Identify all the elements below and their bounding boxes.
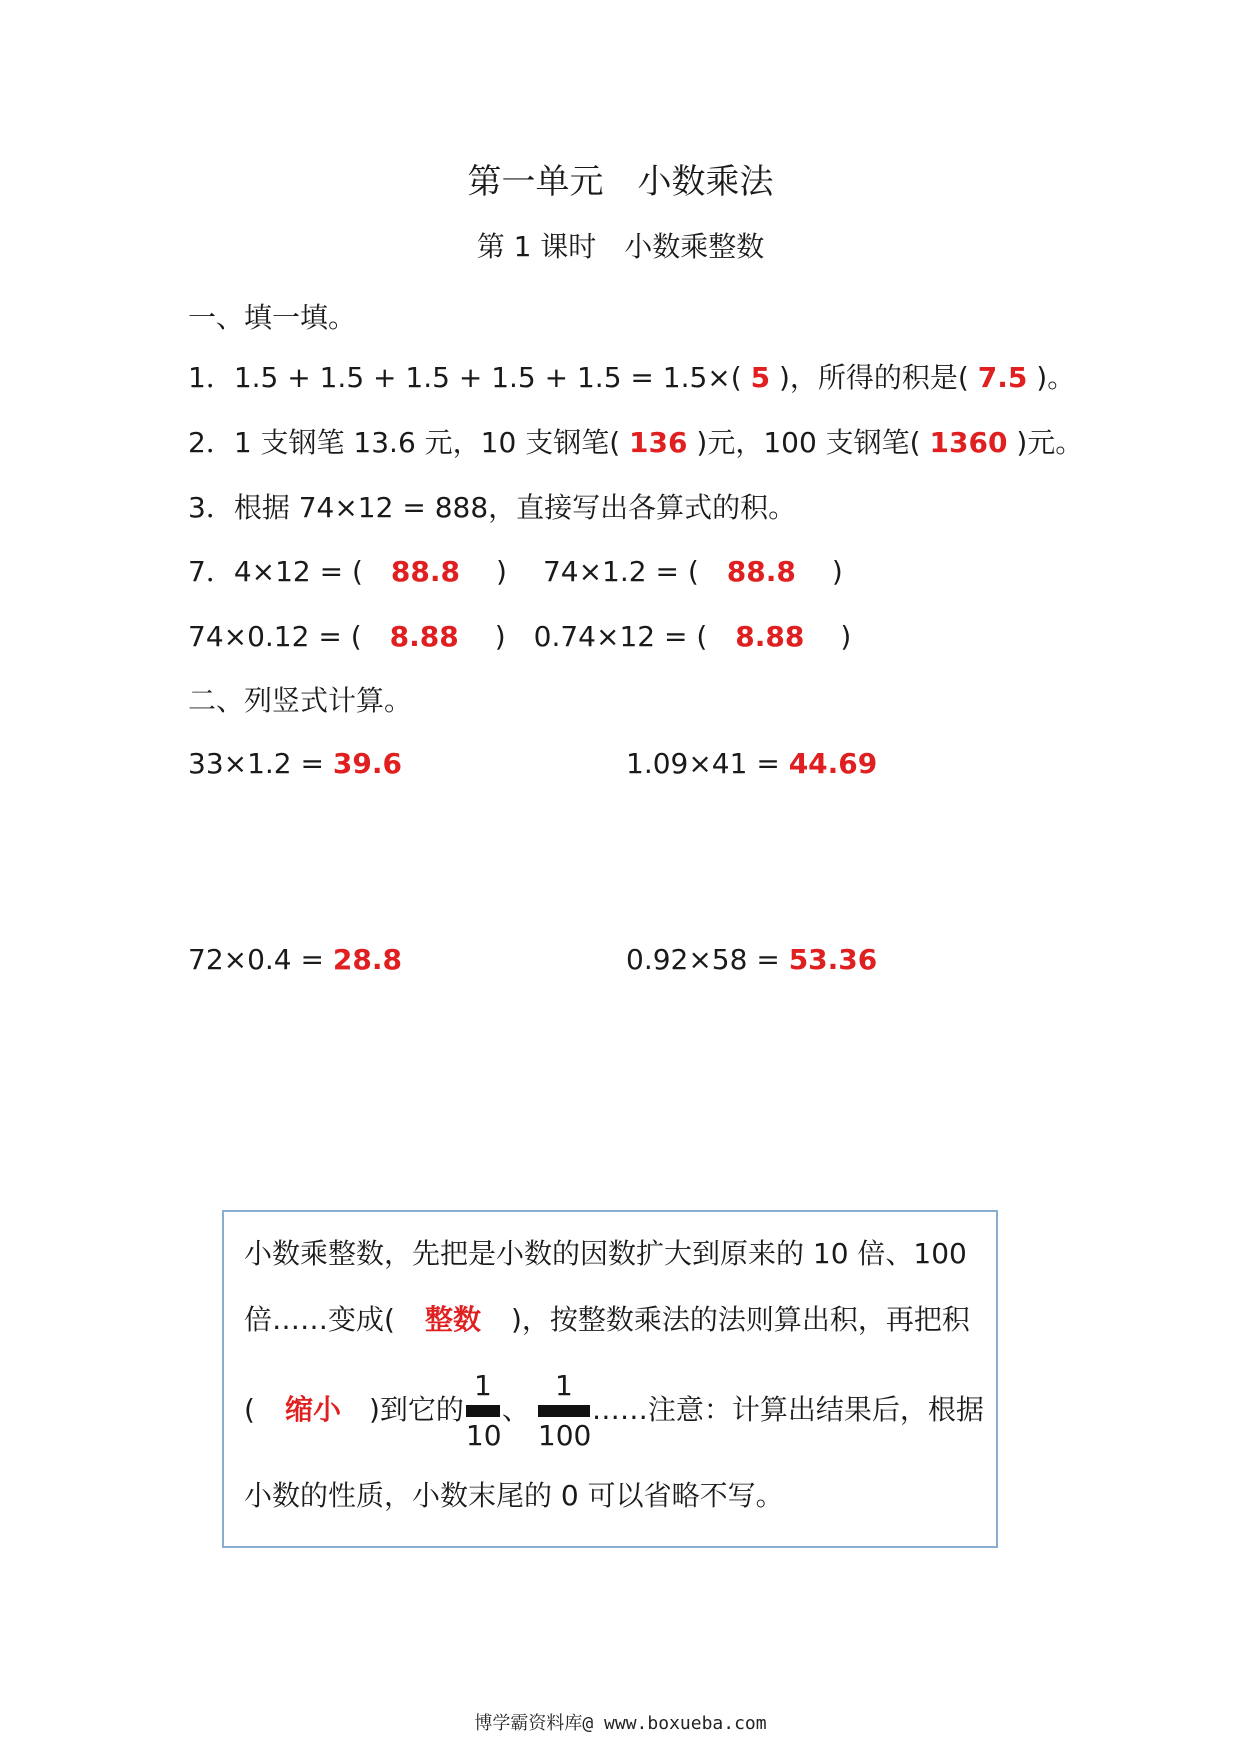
q1-end: )。 [1036,361,1076,394]
summary-line2-post: )，按整数乘法的法则算出积，再把积 [510,1303,970,1336]
calc-item-2 [626,744,877,784]
fraction-one-tenth [466,1369,500,1453]
q1-answer-2: 7.5 [977,361,1028,394]
section2-heading: 二、列竖式计算。 [188,684,413,717]
q2-end: )元。 [1016,426,1084,459]
calc-expr-3: 72×0.4 = [188,943,333,976]
q3b-close-2: ) [840,620,852,653]
q3b-close-1: ) [494,620,506,653]
q3a-expr-2: 74×1.2 = ( [542,555,699,588]
q3a-expr-1: 7．4×12 = ( [188,555,363,588]
calc-answer-3: 28.8 [332,943,402,976]
q2-answer-2: 1360 [929,426,1008,459]
summary-box [222,1210,998,1548]
fraction-2-denominator: 100 [537,1419,592,1452]
question-1 [188,358,1075,398]
q1-text: 1．1.5 + 1.5 + 1.5 + 1.5 + 1.5 = 1.5×( [188,361,742,394]
calc-answer-2: 44.69 [788,747,878,780]
section1-heading: 一、填一填。 [188,301,357,334]
calc-answer-1: 39.6 [332,747,402,780]
footer-watermark: 博学霸资料库@ www.boxueba.com [474,1713,767,1734]
summary-line-3 [244,1362,984,1458]
calc-answer-4: 53.36 [788,943,878,976]
q2-answer-1: 136 [629,426,688,459]
summary-line3-mid: )到它的 [368,1393,464,1426]
calc-item-3 [188,940,402,980]
page-title: 第一单元 小数乘法 [467,162,774,202]
q3a-answer-1: 88.8 [390,555,460,588]
q3a-answer-2: 88.8 [726,555,796,588]
summary-separator: 、 [501,1393,530,1426]
summary-line-1: 小数乘整数，先把是小数的因数扩大到原来的 10 倍、100 [244,1237,967,1270]
calc-expr-2: 1.09×41 = [626,747,789,780]
q2-text: 2．1 支钢笔 13.6 元，10 支钢笔( [188,426,621,459]
question-2 [188,423,1083,463]
q1-mid: )，所得的积是( [778,361,969,394]
fraction-1-bar [466,1405,500,1417]
question-3a-row [188,552,843,592]
fraction-2-numerator: 1 [554,1369,573,1402]
calc-expr-1: 33×1.2 = [188,747,333,780]
summary-line3-post: ……注意：计算出结果后，根据 [591,1393,984,1426]
q3b-expr-2: 0.74×12 = ( [533,620,708,653]
q3b-answer-1: 8.88 [389,620,459,653]
q3b-answer-2: 8.88 [735,620,805,653]
q3a-close-1: ) [496,555,507,588]
lesson-subtitle: 第 1 课时 小数乘整数 [476,230,765,263]
summary-answer-shrink: 缩小 [284,1393,341,1426]
summary-answer-integer: 整数 [424,1303,481,1336]
q3a-close-2: ) [831,555,843,588]
fraction-1-denominator: 10 [465,1419,502,1452]
question-3: 3．根据 74×12 = 888，直接写出各算式的积。 [188,491,797,524]
fraction-1-numerator: 1 [473,1369,492,1402]
calc-item-4 [626,940,877,980]
fraction-one-hundredth [538,1369,590,1453]
q2-mid: )元，100 支钢笔( [696,426,921,459]
question-3b-row [188,617,851,657]
q3b-expr-1: 74×0.12 = ( [188,620,362,653]
calc-expr-4: 0.92×58 = [626,943,789,976]
summary-line3-pre: ( [244,1393,255,1426]
summary-line2-pre: 倍……变成( [244,1303,395,1336]
q1-answer-1: 5 [750,361,771,394]
calc-item-1 [188,744,402,784]
fraction-2-bar [538,1405,590,1417]
summary-line-2 [244,1300,970,1340]
summary-line-4: 小数的性质，小数末尾的 0 可以省略不写。 [244,1479,784,1512]
